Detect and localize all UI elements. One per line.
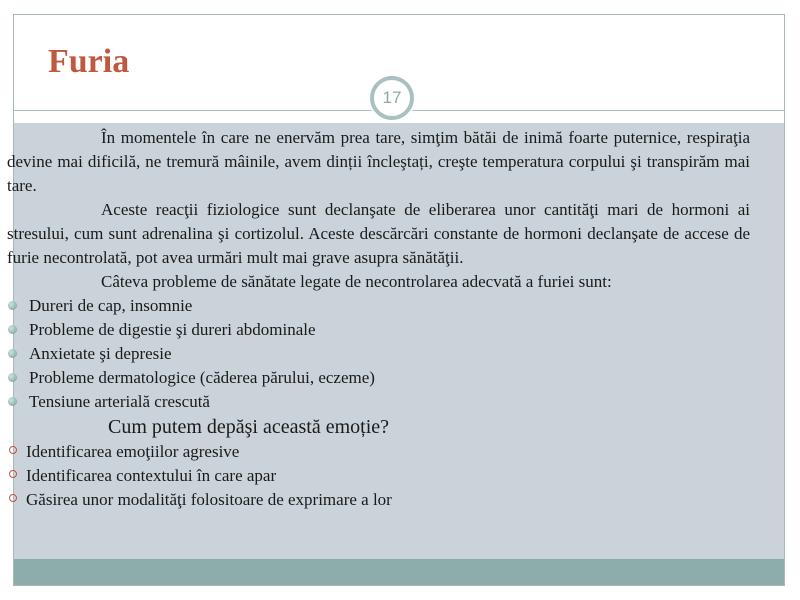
- list-item-text: Tensiune arterială crescută: [29, 392, 210, 411]
- paragraph-hormones: Aceste reacţii fiziologice sunt declanşate de eliberarea unor cantităţi mari de hormoni ai stresului, cum sunt adrenalina şi cortizolul. Aceste descărcări constante de hormoni declanşate de accese de furie necontrolată, pot avea urmări mult mai grave asupra sănătăţii.: [7, 200, 750, 267]
- slide-title: Furia: [48, 43, 130, 80]
- page-number-badge: [370, 76, 414, 120]
- ring-bullet-icon: [9, 470, 17, 478]
- ring-bullet-icon: [9, 446, 17, 454]
- list-item: [7, 366, 750, 390]
- list-item: [7, 318, 750, 342]
- teal-sphere-bullet-icon: [8, 349, 17, 358]
- list-item: [7, 294, 750, 318]
- ring-bullet-icon: [9, 494, 17, 502]
- list-item-text: Dureri de cap, insomnie: [29, 296, 193, 315]
- list-item-text: Probleme de digestie şi dureri abdominale: [29, 320, 316, 339]
- footer-bar: [14, 559, 784, 585]
- list-item-text: Găsirea unor modalităţi folositoare de exprimare a lor: [26, 490, 392, 509]
- list-item-text: Identificarea emoţiilor agresive: [26, 442, 240, 461]
- list-item: [7, 342, 750, 366]
- teal-sphere-bullet-icon: [8, 397, 17, 406]
- list-item: [7, 390, 750, 414]
- question-heading: Cum putem depăşi această emoție?: [108, 416, 390, 438]
- list-item-text: Anxietate şi depresie: [29, 344, 172, 363]
- list-item-text: Identificarea contextului în care apar: [26, 466, 277, 485]
- solutions-list: [7, 440, 750, 512]
- paragraph-symptoms: În momentele în care ne enervăm prea tare, simţim bătăi de inimă foarte puternice, respiraţia devine mai dificilă, ne tremură mâinile, avem dinții încleştați, creşte temperatura corpului şi transpirăm mai tare.: [7, 128, 750, 195]
- page-number: 17: [382, 88, 402, 107]
- paragraph-intro-list: Câteva probleme de sănătate legate de necontrolarea adecvată a furiei sunt:: [101, 272, 612, 291]
- teal-sphere-bullet-icon: [8, 373, 17, 382]
- list-item: [7, 464, 750, 488]
- list-item: [7, 440, 750, 464]
- teal-sphere-bullet-icon: [8, 325, 17, 334]
- list-item: [7, 488, 750, 512]
- list-item-text: Probleme dermatologice (căderea părului, eczeme): [29, 368, 375, 387]
- teal-sphere-bullet-icon: [8, 301, 17, 310]
- health-problems-list: [7, 294, 750, 414]
- slide-body: [7, 126, 750, 512]
